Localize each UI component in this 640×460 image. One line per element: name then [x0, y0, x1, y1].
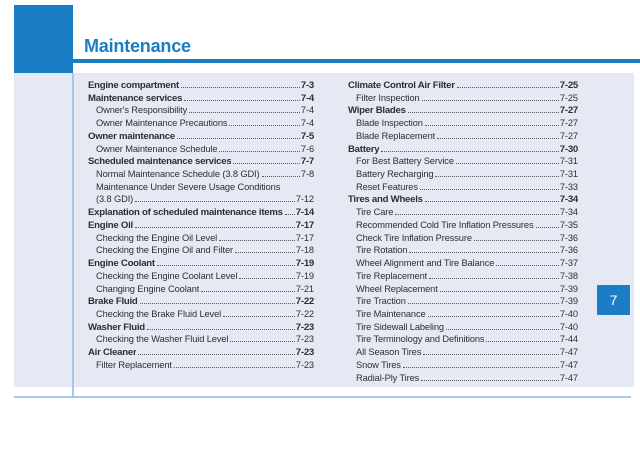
- toc-page-number: 7-35: [559, 219, 578, 230]
- toc-page-number: 7-17: [295, 219, 314, 231]
- toc-leader-dots: [174, 367, 295, 368]
- toc-page-number: 7-27: [559, 118, 578, 129]
- toc-leader-dots: [135, 227, 295, 228]
- toc-entry: [348, 309, 578, 322]
- toc-entry: [348, 169, 578, 182]
- toc-entry: [88, 156, 314, 169]
- toc-entry: [348, 207, 578, 220]
- toc-page-number: 7-17: [295, 232, 314, 243]
- toc-page-number: 7-12: [295, 194, 314, 205]
- toc-page-number: 7-39: [559, 283, 578, 294]
- toc-leader-dots: [420, 189, 559, 190]
- toc-leader-dots: [435, 176, 558, 177]
- title-underline-rule: [73, 59, 640, 63]
- toc-entry: [88, 360, 314, 373]
- toc-entry-label: Owner's Responsibility: [96, 105, 188, 116]
- toc-entry-label: Brake Fluid: [88, 296, 138, 308]
- toc-entry: [348, 118, 578, 131]
- toc-page-number: 7-23: [295, 359, 314, 370]
- toc-leader-dots: [429, 278, 559, 279]
- toc-entry: [348, 360, 578, 373]
- toc-entry-label: Wheel Replacement: [356, 283, 438, 294]
- toc-entry: [348, 284, 578, 297]
- toc-page-number: 7-40: [559, 308, 578, 319]
- toc-page-number: 7-37: [559, 258, 578, 269]
- toc-page-number: 7-31: [559, 169, 578, 180]
- toc-page-number: 7-33: [559, 181, 578, 192]
- toc-page-number: 7-19: [295, 258, 314, 270]
- toc-page-number: 7-4: [300, 105, 314, 116]
- toc-leader-dots: [395, 214, 559, 215]
- toc-page-number: 7-36: [559, 245, 578, 256]
- toc-leader-dots: [177, 138, 300, 139]
- toc-page-number: 7-14: [295, 207, 314, 219]
- toc-leader-dots: [233, 163, 299, 164]
- toc-entry-label: Checking the Washer Fluid Level: [96, 334, 229, 345]
- toc-entry-label: Washer Fluid: [88, 321, 145, 333]
- toc-entry-label: Filter Replacement: [96, 359, 172, 370]
- toc-entry: [88, 220, 314, 233]
- toc-entry-label: Battery Recharging: [356, 169, 434, 180]
- bottom-page-rule: [14, 396, 631, 398]
- toc-entry: [88, 144, 314, 157]
- toc-page-number: 7-5: [300, 130, 314, 142]
- toc-entry: [88, 271, 314, 284]
- toc-entry-label: Engine Oil: [88, 219, 133, 231]
- toc-leader-dots: [230, 341, 295, 342]
- toc-leader-dots: [219, 240, 295, 241]
- toc-leader-dots: [147, 329, 295, 330]
- toc-leader-dots: [181, 87, 300, 88]
- toc-entry: [88, 207, 314, 220]
- toc-page-number: 7-27: [559, 105, 578, 117]
- toc-page-number: 7-23: [295, 334, 314, 345]
- toc-page-number: 7-47: [559, 359, 578, 370]
- toc-entry: [88, 258, 314, 271]
- toc-leader-dots: [409, 252, 559, 253]
- toc-entry: [348, 296, 578, 309]
- toc-entry: [348, 322, 578, 335]
- toc-leader-dots: [403, 367, 559, 368]
- toc-entry-label: Maintenance Under Severe Usage Conditions: [96, 181, 281, 192]
- toc-page-number: 7-4: [300, 118, 314, 129]
- toc-entry: [88, 309, 314, 322]
- toc-entry: [348, 131, 578, 144]
- toc-leader-dots: [536, 227, 559, 228]
- toc-page-number: 7-22: [295, 296, 314, 308]
- toc-entry-label: Tire Replacement: [356, 270, 428, 281]
- toc-entry: [348, 156, 578, 169]
- toc-entry: [88, 194, 314, 207]
- toc-entry-label: Maintenance services: [88, 92, 183, 104]
- toc-entry: [348, 271, 578, 284]
- toc-entry-label: Recommended Cold Tire Inflation Pressures: [356, 219, 534, 230]
- toc-leader-dots: [184, 100, 300, 101]
- toc-page-number: 7-21: [295, 283, 314, 294]
- toc-entry-label: Checking the Engine Oil Level: [96, 232, 218, 243]
- toc-entry-label: Owner Maintenance Schedule: [96, 143, 218, 154]
- toc-entry: [88, 347, 314, 360]
- toc-entry-label: Explanation of scheduled maintenance items: [88, 207, 283, 219]
- toc-page-number: 7-47: [559, 347, 578, 358]
- toc-leader-dots: [421, 380, 559, 381]
- toc-leader-dots: [423, 354, 559, 355]
- toc-entry-label: Checking the Brake Fluid Level: [96, 308, 222, 319]
- toc-entry: [88, 80, 314, 93]
- toc-entry: [348, 347, 578, 360]
- toc-leader-dots: [219, 151, 299, 152]
- toc-entry-label: Tire Care: [356, 207, 394, 218]
- toc-page-number: 7-38: [559, 270, 578, 281]
- toc-entry-label: (3.8 GDI): [96, 194, 134, 205]
- toc-leader-dots: [201, 291, 295, 292]
- toc-page-number: 7-7: [300, 156, 314, 168]
- toc-entry-label: Changing Engine Coolant: [96, 283, 200, 294]
- toc-leader-dots: [474, 240, 559, 241]
- toc-entry-label: Engine Coolant: [88, 258, 155, 270]
- toc-leader-dots: [223, 316, 295, 317]
- toc-entry-label: Reset Features: [356, 181, 418, 192]
- toc-entry-label: Climate Control Air Filter: [348, 80, 455, 91]
- toc-entry: [88, 334, 314, 347]
- toc-entry: [348, 93, 578, 106]
- toc-entry-label: Battery: [348, 143, 380, 155]
- toc-page-number: 7-34: [559, 194, 578, 206]
- toc-entry-label: Filter Inspection: [356, 92, 420, 103]
- toc-entry: [348, 245, 578, 258]
- toc-page-number: 7-30: [559, 143, 578, 155]
- toc-entry: [88, 322, 314, 335]
- toc-page-number: 7-34: [559, 207, 578, 218]
- toc-page-number: 7-6: [300, 143, 314, 154]
- toc-page-number: 7-40: [559, 321, 578, 332]
- chapter-color-block: [14, 5, 73, 73]
- toc-entry-label: Checking the Engine Oil and Filter: [96, 245, 233, 256]
- toc-column-right: [348, 80, 578, 385]
- toc-entry-label: Tire Rotation: [356, 245, 408, 256]
- toc-page-number: 7-19: [295, 270, 314, 281]
- toc-leader-dots: [457, 87, 559, 88]
- toc-entry-label: All Season Tires: [356, 347, 422, 358]
- toc-leader-dots: [285, 214, 295, 215]
- toc-entry-label: Wheel Alignment and Tire Balance: [356, 258, 495, 269]
- toc-leader-dots: [428, 316, 559, 317]
- toc-entry: [88, 118, 314, 131]
- toc-page-number: 7-47: [559, 372, 578, 383]
- toc-entry: [348, 144, 578, 157]
- toc-leader-dots: [456, 163, 559, 164]
- toc-page-number: 7-27: [559, 130, 578, 141]
- toc-page-number: 7-39: [559, 296, 578, 307]
- toc-leader-dots: [157, 265, 295, 266]
- toc-leader-dots: [262, 176, 300, 177]
- chapter-tab: [597, 285, 630, 315]
- toc-leader-dots: [440, 291, 559, 292]
- toc-page-number: 7-23: [295, 347, 314, 359]
- toc-page-number: 7-18: [295, 245, 314, 256]
- toc-entry-label: Tires and Wheels: [348, 194, 423, 206]
- toc-leader-dots: [422, 100, 559, 101]
- toc-page-number: 7-8: [300, 169, 314, 180]
- toc-entry-label: Blade Inspection: [356, 118, 423, 129]
- toc-entry-label: Tire Traction: [356, 296, 406, 307]
- left-vertical-rule: [72, 73, 74, 398]
- toc-leader-dots: [425, 125, 559, 126]
- toc-leader-dots: [135, 201, 295, 202]
- toc-entry-label: Owner maintenance: [88, 130, 175, 142]
- toc-leader-dots: [381, 151, 558, 152]
- toc-entry-label: Tire Maintenance: [356, 308, 426, 319]
- page-title: Maintenance: [84, 36, 191, 56]
- toc-entry: [348, 373, 578, 386]
- toc-leader-dots: [408, 303, 559, 304]
- toc-leader-dots: [496, 265, 559, 266]
- toc-entry: [348, 194, 578, 207]
- toc-leader-dots: [138, 354, 294, 355]
- toc-entry: [88, 169, 314, 182]
- toc-entry-label: Air Cleaner: [88, 347, 137, 359]
- toc-entry-label: Check Tire Inflation Pressure: [356, 232, 472, 243]
- toc-entry: [348, 105, 578, 118]
- toc-page-number: 7-25: [559, 92, 578, 103]
- toc-entry: [88, 233, 314, 246]
- toc-entry-label: Wiper Blades: [348, 105, 406, 117]
- toc-entry: [348, 233, 578, 246]
- toc-entry: [348, 80, 578, 93]
- toc-page-number: 7-36: [559, 232, 578, 243]
- toc-leader-dots: [437, 138, 559, 139]
- toc-entry: [88, 284, 314, 297]
- toc-entry-label: Normal Maintenance Schedule (3.8 GDI): [96, 169, 260, 180]
- toc-entry-label: Blade Replacement: [356, 130, 436, 141]
- chapter-tab-number: 7: [609, 292, 618, 308]
- toc-entry-label: Tire Sidewall Labeling: [356, 321, 444, 332]
- toc-entry-label: Radial-Ply Tires: [356, 372, 420, 383]
- toc-entry: [88, 105, 314, 118]
- toc-leader-dots: [446, 329, 559, 330]
- toc-entry: [348, 182, 578, 195]
- toc-entry: [88, 182, 314, 195]
- toc-leader-dots: [408, 112, 559, 113]
- toc-entry: [348, 220, 578, 233]
- toc-entry: [88, 296, 314, 309]
- toc-page-number: 7-3: [300, 80, 314, 91]
- toc-leader-dots: [140, 303, 295, 304]
- toc-entry: [88, 93, 314, 106]
- toc-leader-dots: [239, 278, 295, 279]
- toc-entry: [88, 245, 314, 258]
- toc-entry-label: Scheduled maintenance services: [88, 156, 232, 168]
- toc-leader-dots: [229, 125, 300, 126]
- toc-page-number: 7-25: [559, 80, 578, 91]
- toc-page-number: 7-4: [300, 92, 314, 104]
- toc-page-number: 7-22: [295, 308, 314, 319]
- toc-column-left: [88, 80, 314, 373]
- toc-leader-dots: [189, 112, 300, 113]
- toc-entry: [348, 258, 578, 271]
- toc-page-number: 7-31: [559, 156, 578, 167]
- toc-entry-label: Owner Maintenance Precautions: [96, 118, 228, 129]
- toc-leader-dots: [235, 252, 295, 253]
- toc-leader-dots: [486, 341, 558, 342]
- toc-entry-label: Engine compartment: [88, 80, 179, 91]
- toc-entry-label: Tire Terminology and Definitions: [356, 334, 485, 345]
- toc-entry: [348, 334, 578, 347]
- toc-page-number: 7-23: [295, 321, 314, 333]
- toc-entry: [88, 131, 314, 144]
- toc-entry-label: For Best Battery Service: [356, 156, 454, 167]
- toc-page-number: 7-44: [559, 334, 578, 345]
- toc-entry-label: Snow Tires: [356, 359, 401, 370]
- toc-entry-label: Checking the Engine Coolant Level: [96, 270, 238, 281]
- toc-leader-dots: [425, 201, 559, 202]
